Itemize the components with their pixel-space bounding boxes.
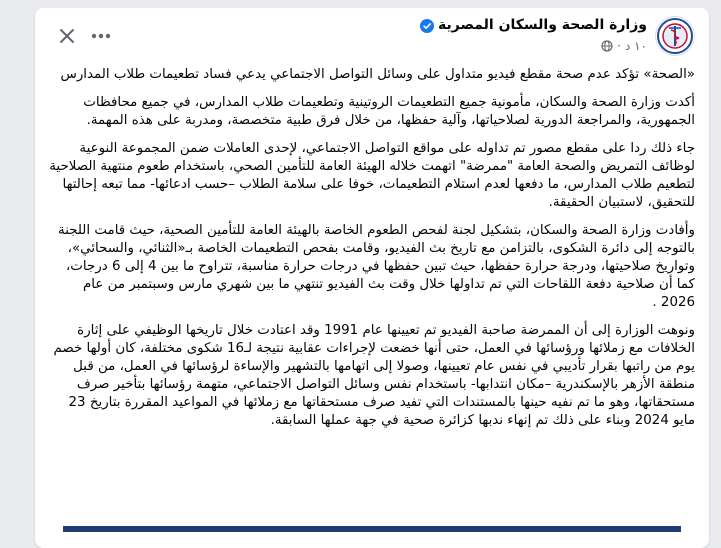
post-paragraph: جاء ذلك ردا على مقطع مصور تم تداوله على مواقع التواصل الاجتماعي، لإحدى العاملات ضمن المجموعة النوعية لوظائف التمريض والصحة العامة "ممرضة" اتهمت خلاله الهيئة العامة للتأمين الصحي، باستخدام طعوم منتهية الصلاحية لتطعيم طلاب المدارس، ما دفعها لعدم استلام التطعيمات، خوفا على سلامة الطلاب –حسب ادعائها- مما تبعه إحالتها للتحقيق، لاستبيان الحقيقة. <box>49 141 695 210</box>
post-body <box>49 66 695 440</box>
more-options-icon <box>91 33 111 39</box>
close-button[interactable] <box>53 22 81 50</box>
post-headline: «الصحة» تؤكد عدم صحة مقطع فيديو متداول على وسائل التواصل الاجتماعي يدعي فساد تطعيمات طلاب المدارس <box>60 67 695 82</box>
page-name[interactable]: وزارة الصحة والسكان المصرية <box>438 17 647 33</box>
post-timestamp[interactable]: ١٠ د <box>624 39 647 53</box>
verified-badge-icon <box>420 18 434 32</box>
post-paragraph: وأفادت وزارة الصحة والسكان، بتشكيل لجنة لفحص الطعوم الخاصة بالهيئة العامة للتأمين الصحية، حيث قامت اللجنة بالتوجه إلى دائرة الشكوى، بالتزامن مع تاريخ بث الفيديو، وقامت بفحص التطعيمات الخاصة بـ«الثنائي، والسحائي»، وتواريخ صلاحيتها، ودرجة حرارة حفظها، حيث تبين حفظها في درجات حرارة مناسبة، تتراوح ما بين 4 إلى 6 درجات، كما أن صلاحية دفعة اللقاحات التي تم تداولها خلال وقت بث الفيديو تنتهي ما بين شهري مارس وسبتمبر من عام 2026 . <box>58 223 695 310</box>
post-paragraph: أكدت وزارة الصحة والسكان، مأمونية جميع التطعيمات الروتينية وتطعيمات طلاب المدارس، في جميع محافظات الجمهورية، والمراجعة الدورية لصلاحياتها، وآلية حفظها، من خلال فرق طبية متخصصة، ومدربة على هذه المهمة. <box>83 95 695 128</box>
page-name-row <box>420 17 647 33</box>
attached-media-edge[interactable] <box>63 526 681 532</box>
page-avatar[interactable] <box>655 16 695 56</box>
more-options-button[interactable] <box>87 22 115 50</box>
post-card <box>35 8 709 548</box>
post-header <box>35 8 709 62</box>
globe-icon <box>601 40 613 52</box>
post-meta <box>601 39 647 53</box>
close-icon <box>58 27 76 45</box>
meta-separator: · <box>617 39 621 53</box>
post-paragraph: ونوهت الوزارة إلى أن الممرضة صاحبة الفيديو تم تعيينها عام 1991 وقد اعتادت خلال تاريخها الوظيفي على إثارة الخلافات مع زملائها ورؤسائها في العمل، حتى أنها خضعت لإجراءات عقابية نتيجة لـ16 شكوى مختلفة، كان أولها خصم يوم من راتبها بقرار تأديبي في نفس عام تعيينها، وصولا إلى اتهامها بالتشهير والإساءة لرؤسائها في العمل، من قبل منطقة الأزهر بالإسكندرية –مكان انتدابها- باستخدام نفس وسائل التواصل الاجتماعي، متهمة رؤسائها بتأخير صرف مستحقاتها، وهو ما تم نفيه حينها بالمستندات التي تفيد صرف مستحقاتها مع زملائها في المواعيد المقررة بتاريخ 23 مايو 2024 وبناء على ذلك تم إنهاء ندبها كزائرة صحية في جهة عملها السابقة. <box>53 323 695 428</box>
ministry-logo <box>656 17 694 55</box>
